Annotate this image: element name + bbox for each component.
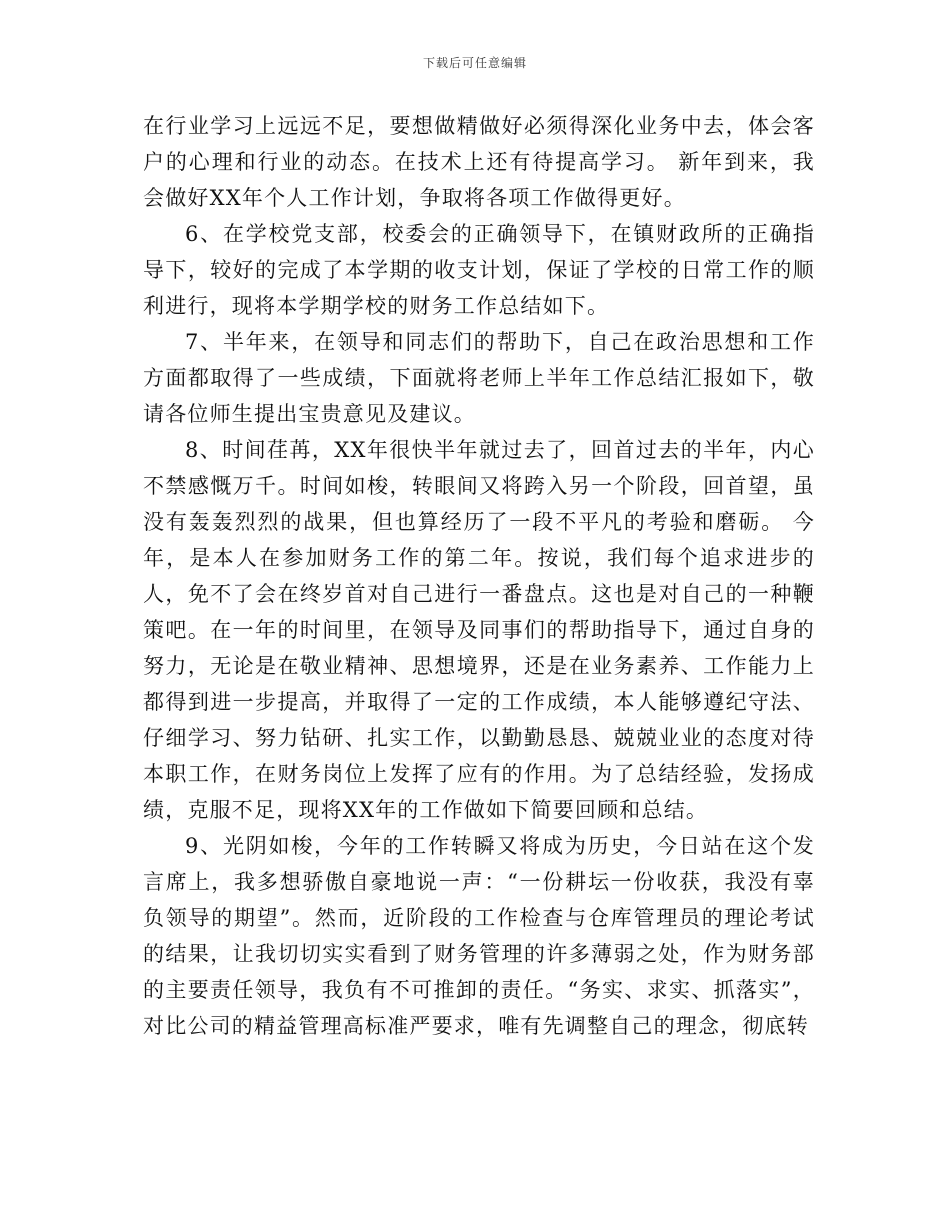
paragraph-8: 8、时间荏苒，XX年很快半年就过去了，回首过去的半年，内心不禁感慨万千。时间如梭，转眼间又将跨入另一个阶段，回首望，虽没有轰轰烈烈的战果，但也算经历了一段不平凡的考验和磨砺。 今年，是本人在参加财务工作的第二年。按说，我们每个追求进步的人，免不了会在终岁首对自己进行一番盘点。这也是对自己的一种鞭策吧。在一年的时间里，在领导及同事们的帮助指导下，通过自身的努力，无论是在敬业精神、思想境界，还是在业务素养、工作能力上都得到进一步提高，并取得了一定的工作成绩，本人能够遵纪守法、仔细学习、努力钻研、扎实工作，以勤勤恳恳、兢兢业业的态度对待本职工作，在财务岗位上发挥了应有的作用。为了总结经验，发扬成绩，克服不足，现将XX年的工作做如下简要回顾和总结。 [143,438,815,822]
paragraph-7: 7、半年来，在领导和同志们的帮助下，自己在政治思想和工作方面都取得了一些成绩，下面就将老师上半年工作总结汇报如下，敬请各位师生提出宝贵意见及建议。 [143,330,815,426]
paragraph-6: 6、在学校党支部，校委会的正确领导下，在镇财政所的正确指导下，较好的完成了本学期的收支计划，保证了学校的日常工作的顺利进行，现将本学期学校的财务工作总结如下。 [143,222,815,318]
document-body [143,108,815,1044]
paragraph-continuation: 在行业学习上远远不足，要想做精做好必须得深化业务中去，体会客户的心理和行业的动态。在技术上还有待提高学习。 新年到来，我会做好XX年个人工作计划，争取将各项工作做得更好。 [143,114,815,210]
page-header: 下载后可任意编辑 [422,56,527,70]
paragraph-9: 9、光阴如梭，今年的工作转瞬又将成为历史，今日站在这个发言席上，我多想骄傲自豪地说一声：“一份耕坛一份收获，我没有辜负领导的期望”。然而，近阶段的工作检查与仓库管理员的理论考试的结果，让我切切实实看到了财务管理的许多薄弱之处，作为财务部的主要责任领导，我负有不可推卸的责任。“务实、求实、抓落实”，对比公司的精益管理高标准严要求，唯有先调整自己的理念，彻底转 [143,834,815,1038]
